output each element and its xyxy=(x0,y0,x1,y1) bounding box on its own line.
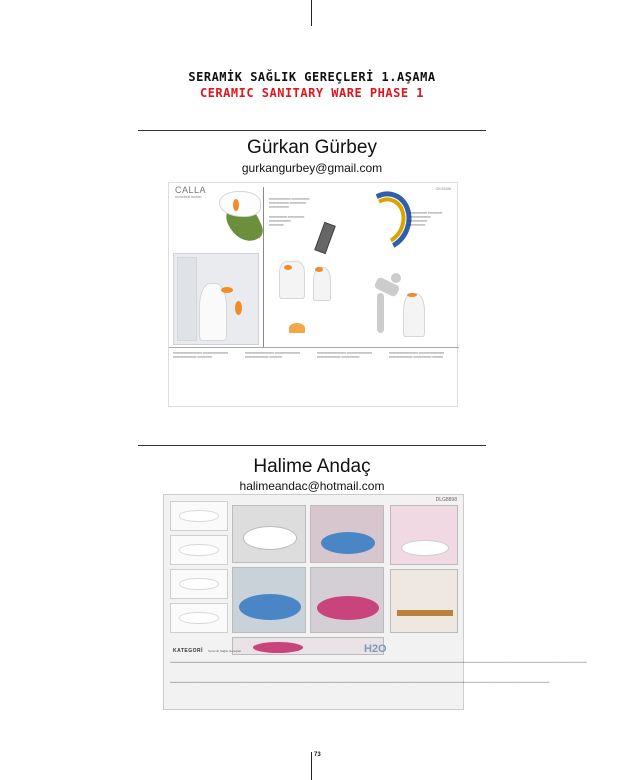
board-code: CKG0456 xyxy=(435,187,451,191)
design-notes-1: ━━━━━━━━━━━━ ━━━━━━━━━━ ━━━━━━━━━━━ ━━━━━━━━━ ━━━━━━━━━━━ xyxy=(269,197,310,209)
render-photo-5 xyxy=(390,505,458,565)
orange-accent-render xyxy=(235,301,242,315)
render-photo-4 xyxy=(310,567,384,633)
caption-4: ━━━━━━━━━━━━━━━━ ━━━━━━━━━━━━━━ ━━━━━━━━━━━━━ ━━━━━━━━━━ ━━━━━━ xyxy=(389,351,445,359)
sink-profile-view-2 xyxy=(313,267,331,301)
sketch-thumb-1 xyxy=(170,501,228,531)
stamen-illustration xyxy=(233,199,239,211)
board-horizontal-divider xyxy=(169,347,459,348)
board-subtitle: monoblok lavabo xyxy=(175,195,202,199)
section-divider-1 xyxy=(138,130,486,131)
sketch-thumb-2 xyxy=(170,535,228,565)
design-notes-2: ━━━━━━━━━━ ━━━━━━━━━ ━━━━━━━━━━━━ ━━━━━━━━ xyxy=(269,215,305,227)
designer-email-2[interactable]: halimeandac@hotmail.com xyxy=(239,479,385,493)
caption-2: ━━━━━━━━━━━━━━━━ ━━━━━━━━━━━━━━ ━━━━━━━━━━━━━ ━━━━━━━ xyxy=(245,351,301,359)
person-legs-illustration xyxy=(377,293,384,333)
board-title: CALLA xyxy=(175,185,207,195)
crop-mark-bottom xyxy=(311,752,312,780)
render-photo-6 xyxy=(390,569,458,633)
sketch-thumb-3 xyxy=(170,569,228,599)
orange-detail-2 xyxy=(315,267,323,272)
render-photo-3 xyxy=(232,567,306,633)
orange-detail-3 xyxy=(407,293,417,297)
board-vertical-divider xyxy=(263,187,264,347)
designer-name-1: Gürkan Gürbey xyxy=(247,137,377,158)
render-photo-7 xyxy=(232,637,384,655)
description-paragraph-2: ━━━━━━━━━━━━━━━━━━━━━━━━━━━━━━━━━━━━━━━━━━━━━━━━━━━━━━━━━━━━━━━━━━━━━━━━━━━━━━━━━━━━━━━━━━━━━━━━━━━━━━━━━━━━━━━━━━━━━━━━━━━━━━━━━━━━━━━━━━━━━━━━━━━━━━━━━━━━━━━━━━━━━━━━━━━━━━━━━━━━━━━━━━━━━━━━━━━━━━━━━━━━━━━━━━━━━━━━━━━━━━━━━━━━━━━━━━━━━━━━━━━ xyxy=(170,681,550,684)
board-code: DLG8898 xyxy=(435,497,457,503)
h2o-logo: H2O xyxy=(364,643,387,655)
design-board-calla xyxy=(168,182,458,407)
sketch-thumb-4 xyxy=(170,603,228,633)
designer-email-1[interactable]: gurkangurbey@gmail.com xyxy=(241,161,383,175)
caption-3: ━━━━━━━━━━━━━━━━ ━━━━━━━━━━━━━━ ━━━━━━━━━━━━━ ━━━━━━━━━━ xyxy=(317,351,373,359)
section-divider-2 xyxy=(138,445,486,446)
description-paragraph-1: ━━━━━━━━━━━━━━━━━━━━━━━━━━━━━━━━━━━━━━━━━━━━━━━━━━━━━━━━━━━━━━━━━━━━━━━━━━━━━━━━━━━━━━━━━━━━━━━━━━━━━━━━━━━━━━━━━━━━━━━━━━━━━━━━━━━━━━━━━━━━━━━━━━━━━━━━━━━━━━━━━━━━━━━━━━━━━━━━━━━━━━━━━━━━━━━━━━━━━━━━━━━━━━━━━━━━━━━━━━━━━━━━━━━━━━━━━━━━━━━━━━━━━━━━━━━━━━━━━━━━━━━━━━━ xyxy=(170,661,587,664)
crop-mark-top xyxy=(311,0,312,26)
calla-flower-illustration xyxy=(219,191,261,217)
render-photo-1 xyxy=(232,505,306,563)
page-number: 73 xyxy=(314,752,321,758)
orange-basin-detail xyxy=(221,287,233,293)
render-photo-2 xyxy=(310,505,384,563)
orange-detail-1 xyxy=(284,265,292,270)
design-board-h2o xyxy=(163,494,587,710)
page-title-turkish: SERAMİK SAĞLIK GEREÇLERİ 1.AŞAMA xyxy=(188,70,436,84)
design-notes-3: ━━━━━━━━━━ ━━━━━━━━ ━━━━━━━━━━━━ ━━━━━━━━━━ ━━━━━━━━━ xyxy=(409,211,443,227)
caption-1: ━━━━━━━━━━━━━━━━ ━━━━━━━━━━━━━━ ━━━━━━━━━━━━━ ━━━━━━━━ xyxy=(173,351,229,359)
category-value: Seramik Sağlık Gereçleri xyxy=(208,649,242,653)
mirror-panel xyxy=(177,257,197,341)
category-label: KATEGORİ xyxy=(173,648,204,654)
sink-scale-view xyxy=(403,293,425,337)
designer-name-2: Halime Andaç xyxy=(253,456,371,477)
basin-top-view xyxy=(289,323,305,333)
page-title-english: CERAMIC SANITARY WARE PHASE 1 xyxy=(199,86,424,100)
sink-profile-view-1 xyxy=(279,261,305,299)
person-head-illustration xyxy=(391,273,401,283)
